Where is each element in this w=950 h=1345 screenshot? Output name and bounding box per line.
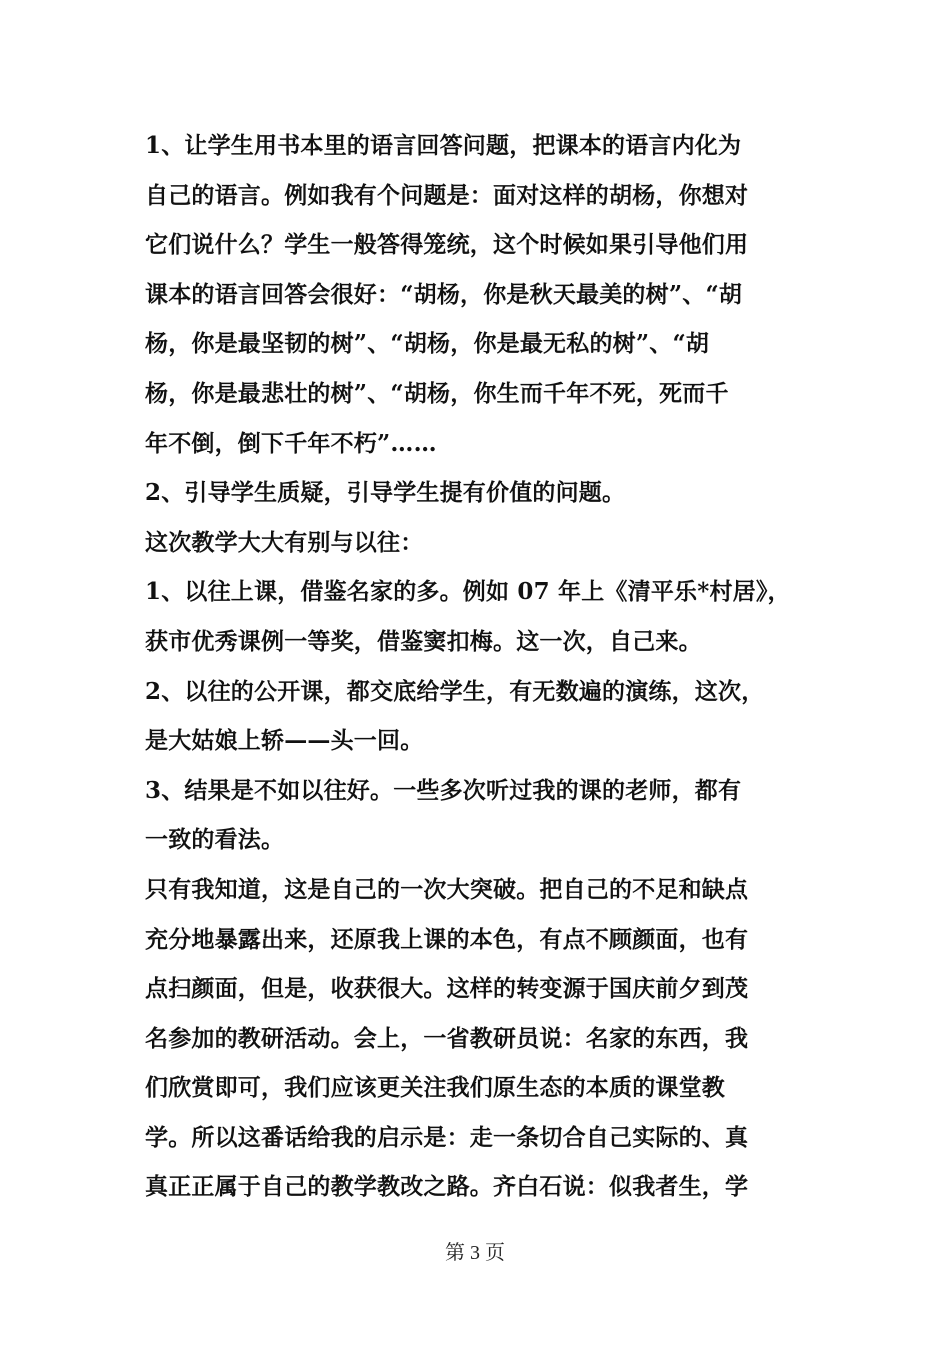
text-line: 1、以往上课，借鉴名家的多。例如 07 年上《清平乐*村居》， (145, 578, 791, 606)
body-text (145, 121, 815, 1212)
text-line: 一致的看法。 (145, 826, 285, 854)
text-line: 2、以往的公开课，都交底给学生，有无数遍的演练，这次， (145, 677, 765, 705)
page-number: 第 3 页 (445, 1242, 505, 1264)
text-line: 杨，你是最坚韧的树”、“胡杨，你是最无私的树”、“胡 (145, 330, 710, 358)
text-line: 杨，你是最悲壮的树”、“胡杨，你生而千年不死，死而千 (145, 379, 729, 407)
text-line: 2、引导学生质疑，引导学生提有价值的问题。 (145, 479, 626, 507)
text-line: 这次教学大大有别与以往： (145, 528, 424, 556)
text-line: 3、结果是不如以往好。一些多次听过我的课的老师，都有 (145, 776, 742, 804)
text-line: 充分地暴露出来，还原我上课的本色，有点不顾颜面，也有 (145, 925, 749, 953)
text-line: 真正正属于自己的教学教改之路。齐白石说：似我者生，学 (145, 1173, 749, 1201)
text-line: 学。所以这番话给我的启示是：走一条切合自己实际的、真 (145, 1123, 749, 1151)
text-line: 们欣赏即可，我们应该更关注我们原生态的本质的课堂教 (145, 1074, 725, 1102)
text-line: 它们说什么？学生一般答得笼统，这个时候如果引导他们用 (145, 231, 749, 259)
text-line: 点扫颜面，但是，收获很大。这样的转变源于国庆前夕到茂 (145, 975, 749, 1003)
text-line: 获市优秀课例一等奖，借鉴窦扣梅。这一次，自己来。 (145, 627, 702, 655)
text-line: 只有我知道，这是自己的一次大突破。把自己的不足和缺点 (145, 875, 749, 903)
text-line: 自己的语言。例如我有个问题是：面对这样的胡杨，你想对 (145, 181, 749, 209)
text-line: 是大姑娘上轿——头一回。 (145, 727, 424, 755)
text-line: 课本的语言回答会很好：“胡杨，你是秋天最美的树”、“胡 (145, 280, 743, 308)
text-line: 年不倒，倒下千年不朽”…… (145, 429, 437, 457)
text-line: 1、让学生用书本里的语言回答问题，把课本的语言内化为 (145, 132, 742, 159)
text-line: 名参加的教研活动。会上，一省教研员说：名家的东西，我 (145, 1024, 749, 1052)
